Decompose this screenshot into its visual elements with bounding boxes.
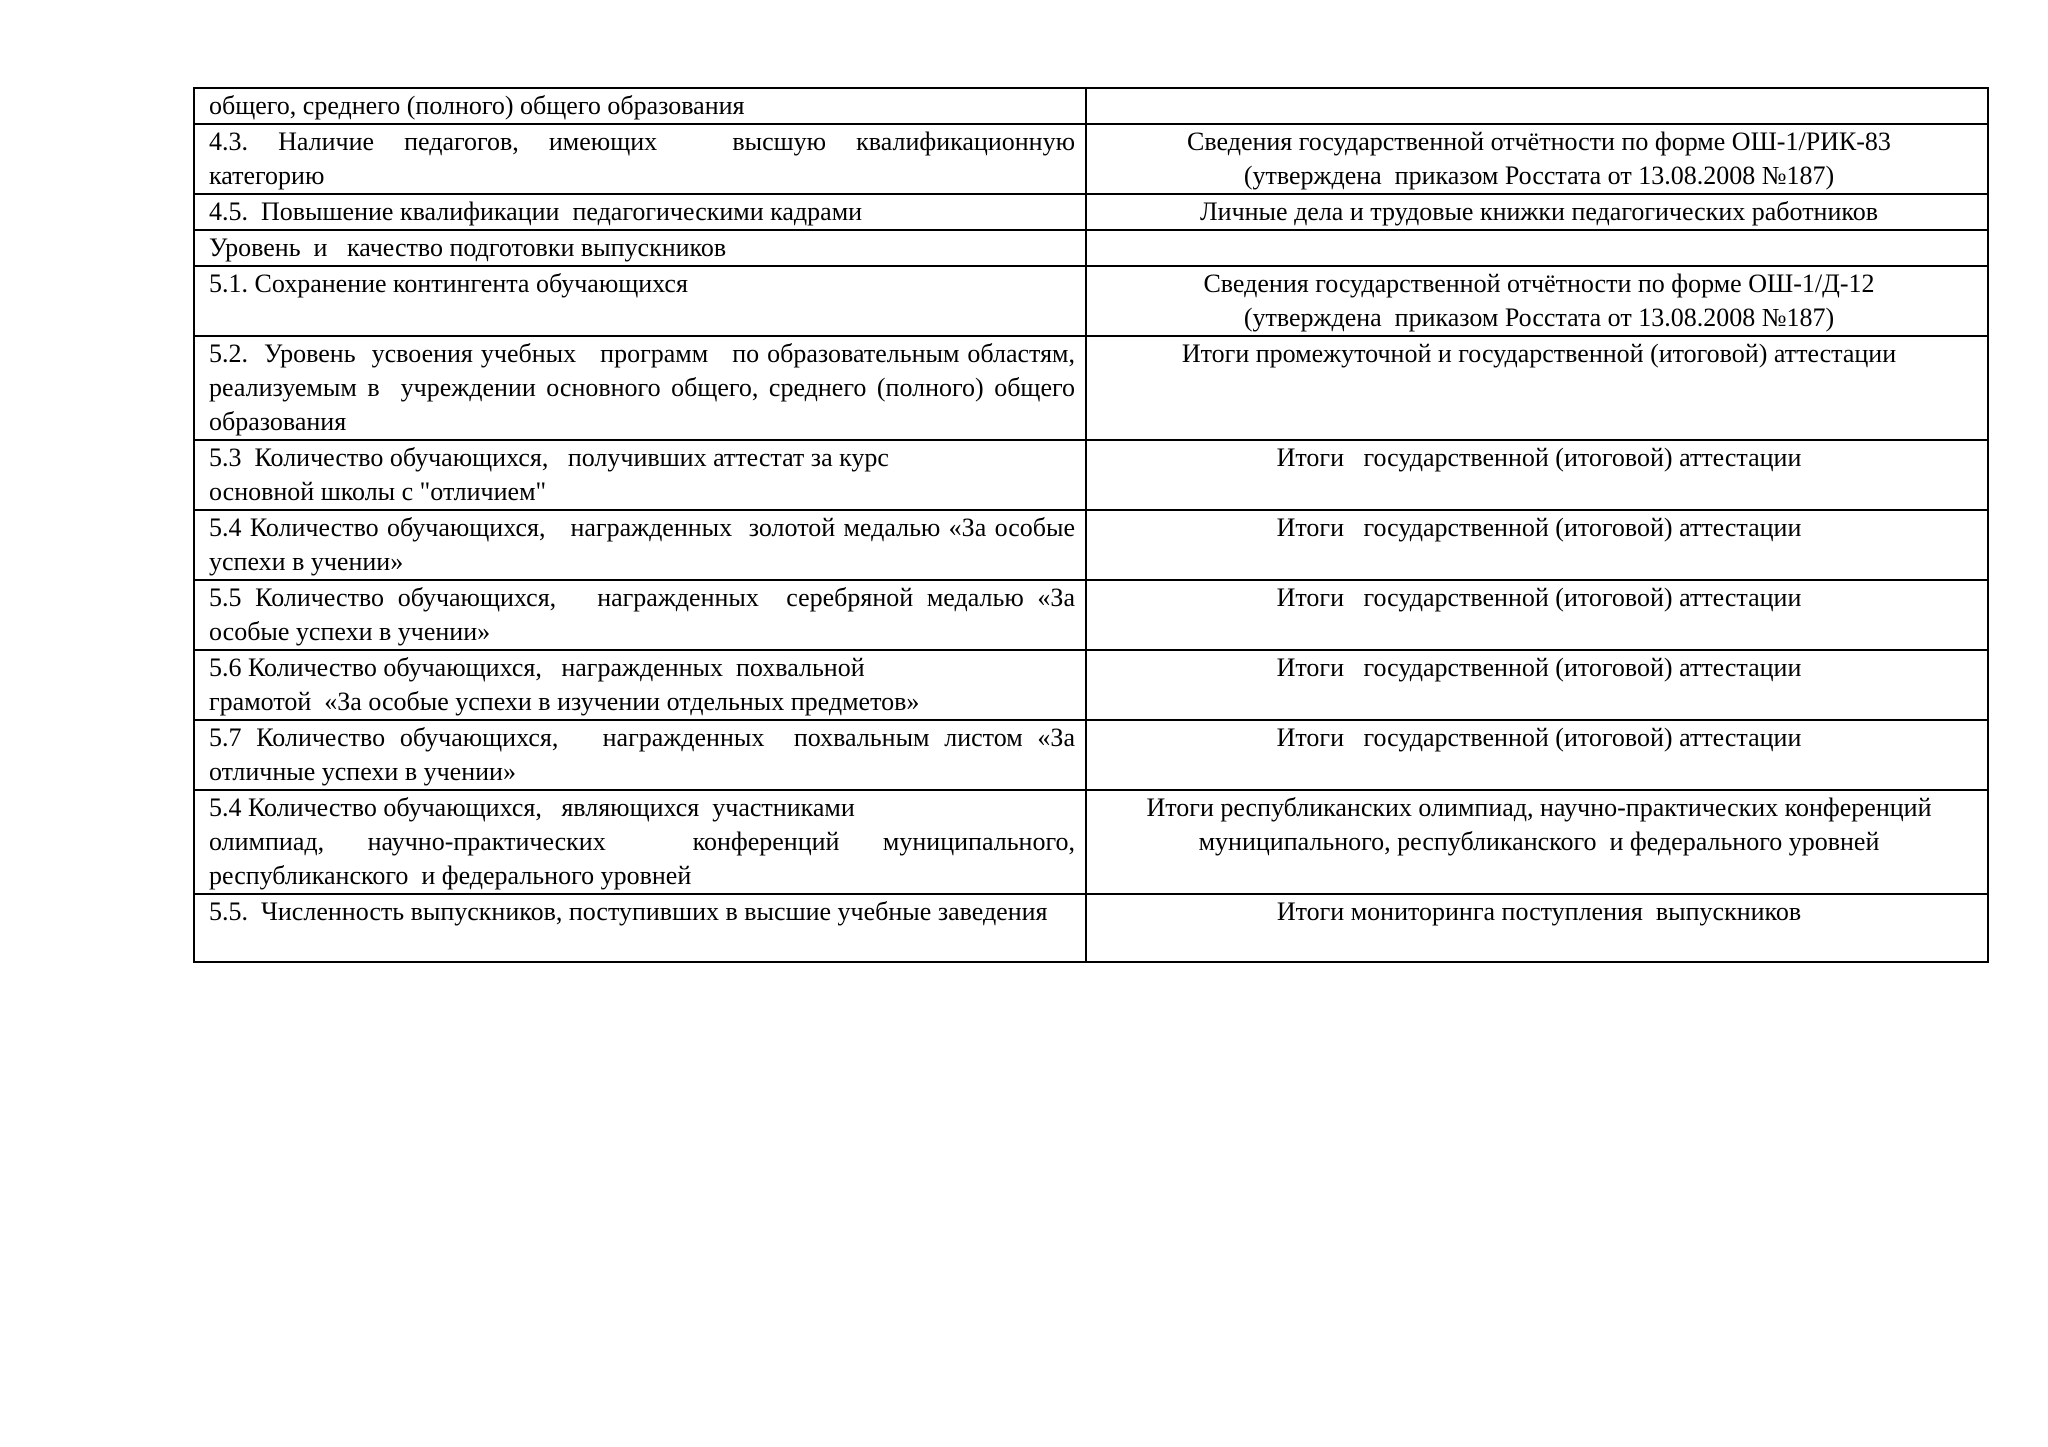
source-cell: Итоги государственной (итоговой) аттестации [1086, 580, 1988, 650]
criterion-cell: 5.6 Количество обучающихся, награжденных похвальной грамотой «За особые успехи в изучении отдельных предметов» [194, 650, 1086, 720]
criterion-cell: 4.3. Наличие педагогов, имеющих высшую квалификационную категорию [194, 124, 1086, 194]
criterion-cell: 4.5. Повышение квалификации педагогическими кадрами [194, 194, 1086, 230]
table-row [194, 124, 1988, 194]
source-cell [1086, 230, 1988, 266]
criterion-cell: 5.2. Уровень усвоения учебных программ по образовательным областям, реализуемым в учреждении основного общего, среднего (полного) общего образования [194, 336, 1086, 440]
table-row [194, 266, 1988, 336]
criterion-cell: 5.4 Количество обучающихся, награжденных золотой медалью «За особые успехи в учении» [194, 510, 1086, 580]
criterion-cell: 5.3 Количество обучающихся, получивших аттестат за курс основной школы с "отличием" [194, 440, 1086, 510]
section-heading: Уровень и качество подготовки выпускников [194, 230, 1086, 266]
source-cell: Личные дела и трудовые книжки педагогических работников [1086, 194, 1988, 230]
source-cell [1086, 88, 1988, 124]
criteria-table [193, 87, 1989, 963]
criterion-cell: 5.1. Сохранение контингента обучающихся [194, 266, 1086, 336]
table-row [194, 88, 1988, 124]
source-cell: Итоги промежуточной и государственной (итоговой) аттестации [1086, 336, 1988, 440]
table-row [194, 580, 1988, 650]
table-row [194, 720, 1988, 790]
criterion-cell: общего, среднего (полного) общего образования [194, 88, 1086, 124]
source-cell: Итоги государственной (итоговой) аттестации [1086, 510, 1988, 580]
table-row [194, 194, 1988, 230]
table-row [194, 510, 1988, 580]
source-cell: Итоги государственной (итоговой) аттестации [1086, 440, 1988, 510]
criterion-cell: 5.5 Количество обучающихся, награжденных серебряной медалью «За особые успехи в учении» [194, 580, 1086, 650]
source-cell: Итоги государственной (итоговой) аттестации [1086, 650, 1988, 720]
source-cell: Сведения государственной отчётности по форме ОШ-1/Д-12 (утверждена приказом Росстата от 13.08.2008 №187) [1086, 266, 1988, 336]
source-cell: Итоги республиканских олимпиад, научно-практических конференций муниципального, республиканского и федерального уровней [1086, 790, 1988, 894]
criterion-cell: 5.4 Количество обучающихся, являющихся участниками олимпиад, научно-практических конференций муниципального, республиканского и федерального уровней [194, 790, 1086, 894]
table-row [194, 650, 1988, 720]
table-row [194, 790, 1988, 894]
source-cell: Сведения государственной отчётности по форме ОШ-1/РИК-83 (утверждена приказом Росстата от 13.08.2008 №187) [1086, 124, 1988, 194]
criterion-cell: 5.5. Численность выпускников, поступивших в высшие учебные заведения [194, 894, 1086, 962]
table-row [194, 336, 1988, 440]
table-row [194, 894, 1988, 962]
table-row [194, 440, 1988, 510]
source-cell: Итоги государственной (итоговой) аттестации [1086, 720, 1988, 790]
criterion-cell: 5.7 Количество обучающихся, награжденных похвальным листом «За отличные успехи в учении» [194, 720, 1086, 790]
section-heading-row [194, 230, 1988, 266]
source-cell: Итоги мониторинга поступления выпускников [1086, 894, 1988, 962]
